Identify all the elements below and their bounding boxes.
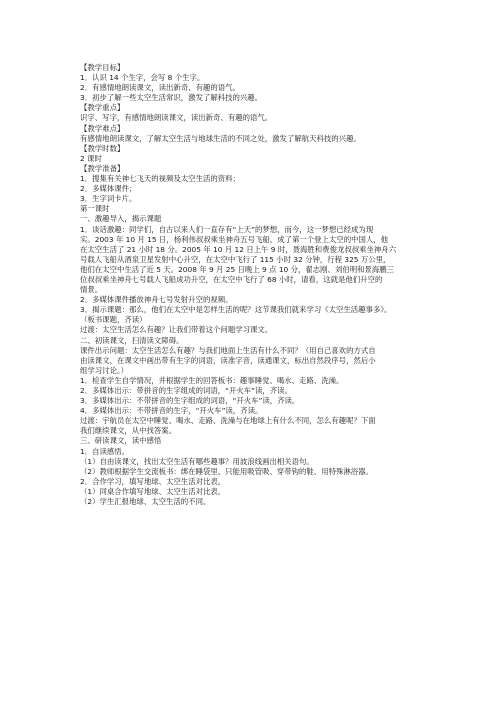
text-line: 我们继续课文，从中找答案。	[80, 426, 177, 436]
text-line: 2．多媒体出示：带拼音的生字组成的词语，“开火车”读，齐读。	[80, 386, 292, 395]
text-line: 由读课文，在课文中画出带有生字的词语，读准字音，读通课文，标出自然段序号，然后小	[80, 355, 376, 365]
text-line: 2．多媒体课件播放神舟七号发射升空的视频。	[80, 295, 233, 305]
text-line: 情景。	[80, 285, 103, 295]
text-line: 【教学重点】	[80, 103, 125, 113]
text-line: 【教学准备】	[80, 163, 125, 173]
text-line: 实。2003 年 10 月 15 日，杨利伟叔叔乘坐神舟五号飞船，成了第一个登上太空的中国人，他	[80, 234, 389, 244]
text-line: 3．多媒体出示：不带拼音的生字组成的词语，“开火车”读，齐读。	[80, 396, 300, 406]
text-line: （2）学生汇报地球、太空生活的不同。	[80, 497, 211, 507]
text-line: 3．生字词卡片。	[80, 194, 137, 204]
text-line: 组学习讨论。）	[80, 365, 129, 375]
text-line: （板书课题，齐读）	[80, 315, 147, 325]
text-line: 【教学目标】	[80, 63, 125, 72]
text-line: 二、初读课文，扫清读文障碍。	[80, 335, 184, 345]
text-line: （1）自由读课文，找出太空生活有哪些趣事？用波浪线画出相关语句。	[80, 456, 314, 466]
text-line: 他们在太空中生活了近 5 天。2008 年 9 月 25 日晚上 9 点 10 分，翟志刚、刘伯明和景海鹏三	[80, 264, 395, 274]
text-line: 1．检查学生自学情况，并根据学生的回答板书：趣事睡觉、喝水、走路、洗澡。	[80, 375, 344, 385]
text-line: 1．自读感悟。	[80, 446, 130, 456]
text-line: 有感情地朗读课文，了解太空生活与地球生活的不同之处，激发了解航天科技的兴趣。	[80, 133, 361, 143]
text-line: 2．有感情地朗读课文，读出新奇、有趣的语气。	[80, 83, 240, 93]
text-line: 第一课时	[80, 204, 110, 214]
text-line: 2．多媒体课件；	[80, 184, 137, 194]
text-line: 过渡：宇航员在太空中睡觉、喝水、走路、洗澡与在地球上有什么不同，怎么有趣呢？下面	[80, 416, 376, 426]
text-line: 号载人飞船从酒泉卫星发射中心升空，在太空中飞行了 115 小时 32 分钟，行程 325 万公里，	[80, 254, 391, 264]
text-line: （1）同桌合作填写地球、太空生活对比表。	[80, 486, 226, 496]
text-line: 2 课时	[80, 153, 102, 163]
text-line: （2）教师根据学生交流板书：绑在睡袋里、只能用吸管吸、穿带钩的鞋、用特殊淋浴器。	[80, 466, 373, 476]
text-line: 位叔叔乘坐神舟七号载人飞船成功升空，在太空中飞行了 68 小时，请看，这就是他们升空的	[80, 274, 383, 284]
text-line: 课件出示问题：太空生活怎么有趣？与我们地面上生活有什么不同？（用自己喜欢的方式自	[80, 345, 376, 355]
text-line: 识字、写字，有感情地朗读课文，读出新奇、有趣的语气。	[80, 113, 273, 123]
text-line: 一、激趣导入，揭示课题	[80, 214, 162, 224]
text-line: 4．多媒体出示：不带拼音的生字，“开火车”读，齐读。	[80, 406, 263, 416]
text-line: 1．谈话激趣：同学们，自古以来人们一直存有“上天”的梦想，而今，这一梦想已经成为现	[80, 224, 374, 234]
text-line: 2．合作学习，填写地球、太空生活对比表。	[80, 476, 226, 486]
text-line: 1．认识 14 个生字，会写 8 个生字。	[80, 73, 205, 83]
text-line: 1．搜集有关神七飞天的视频及太空生活的资料；	[80, 174, 240, 184]
text-line: 在太空生活了 21 小时 18 分。2005 年 10 月 12 日上午 9 时，聂海胜和费俊龙叔叔乘坐神舟六	[80, 244, 397, 254]
text-line: 【教学时数】	[80, 143, 125, 153]
text-line: 【教学难点】	[80, 123, 125, 133]
text-line: 三、研读课文，读中感悟	[80, 436, 162, 446]
text-line: 过渡：太空生活怎么有趣？让我们带着这个问题学习课文。	[80, 325, 273, 335]
text-line: 3．初步了解一些太空生活常识，激发了解科技的兴趣。	[80, 93, 263, 103]
text-line: 3．揭示课题：那么，他们在太空中是怎样生活的呢？这节课我们就来学习《太空生活趣事多》。	[80, 305, 392, 315]
